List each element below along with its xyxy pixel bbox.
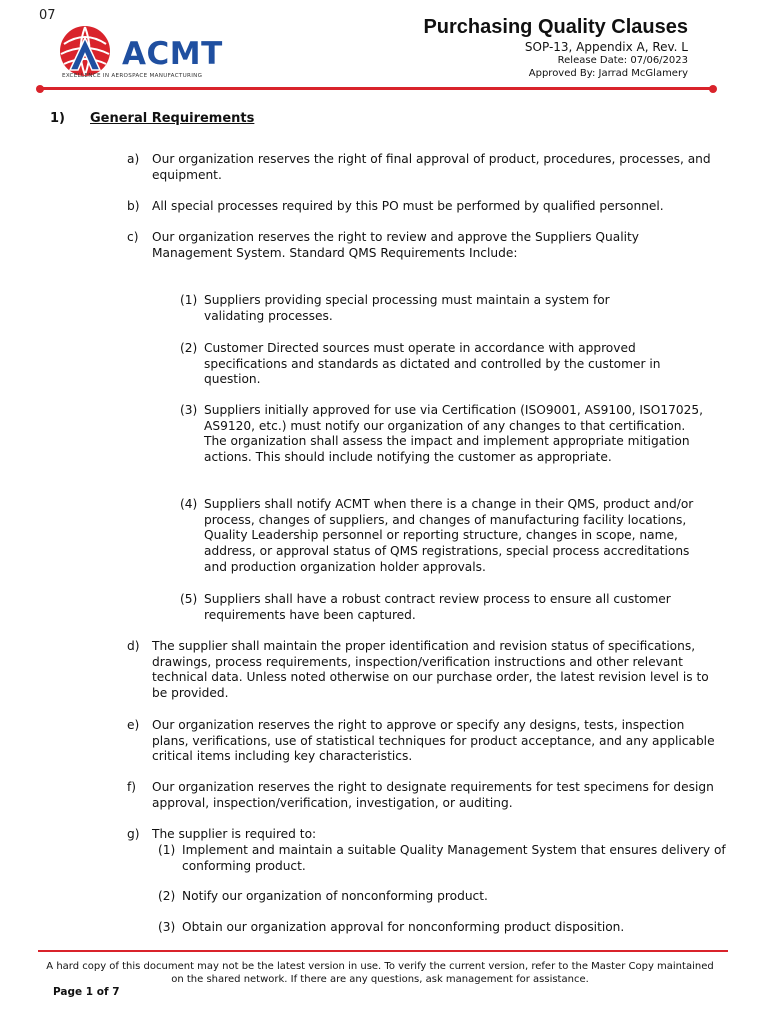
- item-label: (5): [180, 592, 198, 606]
- item-text: Obtain our organization approval for nonconforming product disposition.: [182, 920, 625, 934]
- item-text: Suppliers shall have a robust contract review process to ensure all customer requirements have been captured.: [204, 592, 671, 622]
- divider-endcap-left: [36, 85, 44, 93]
- item-text: The supplier shall maintain the proper identification and revision status of specifications, drawings, process requirements, inspection/verification instructions and other relevant technical data. Unless noted otherwise on our purchase order, the latest revision level is to be provided.: [152, 639, 709, 701]
- item-text: Our organization reserves the right to designate requirements for test specimens for design approval, inspection/verification, investigation, or auditing.: [152, 780, 714, 810]
- item-label: (1): [180, 293, 198, 307]
- footer-divider: [38, 950, 728, 952]
- page-number: Page 1 of 7: [53, 986, 120, 998]
- item-label: (2): [158, 889, 176, 903]
- item-label: d): [127, 639, 140, 653]
- item-text: Notify our organization of nonconforming product.: [182, 889, 488, 903]
- item-label: e): [127, 718, 140, 732]
- logo-tagline: EXCELLENCE IN AEROSPACE MANUFACTURING: [62, 73, 203, 79]
- approved-by: Approved By: Jarrad McGlamery: [528, 68, 688, 79]
- item-text: Suppliers shall notify ACMT when there is a change in their QMS, product and/or process, changes of suppliers, and changes of manufacturing facility locations, Quality Leadership personnel or reporting structure, changes in scope, name, address, or approval status of QMS registrations, special process accreditations and production organization holder approvals.: [204, 497, 694, 574]
- item-label: (2): [180, 341, 198, 355]
- document-sop-number: SOP-13, Appendix A, Rev. L: [524, 40, 688, 54]
- item-label: g): [127, 827, 140, 841]
- item-label: (3): [158, 920, 176, 934]
- section-number: 1): [50, 111, 65, 126]
- document-title: Purchasing Quality Clauses: [423, 16, 688, 38]
- header-divider: [40, 87, 716, 90]
- item-label: b): [127, 199, 140, 213]
- item-text: Suppliers initially approved for use via Certification (ISO9001, AS9100, ISO17025, AS9120, etc.) must notify our organization of any changes to that certification. The organization shall assess the impact and implement appropriate mitigation actions. This should include notifying the customer as appropriate.: [204, 403, 704, 465]
- item-label: f): [127, 780, 137, 794]
- item-text: The supplier is required to:: [152, 827, 317, 841]
- logo-wordmark: ACMT: [122, 36, 223, 72]
- item-label: a): [127, 152, 140, 166]
- item-text: All special processes required by this PO must be performed by qualified personnel.: [152, 199, 664, 213]
- item-text: Our organization reserves the right to review and approve the Suppliers Quality Management System. Standard QMS Requirements Include:: [152, 230, 639, 260]
- acmt-logo: [56, 24, 256, 82]
- item-label: (4): [180, 497, 198, 511]
- corner-mark: 07: [39, 8, 56, 23]
- item-label: (1): [158, 843, 176, 857]
- section-title: General Requirements: [90, 111, 255, 126]
- item-label: c): [127, 230, 139, 244]
- item-label: (3): [180, 403, 198, 417]
- divider-endcap-right: [709, 85, 717, 93]
- item-text: Implement and maintain a suitable Quality Management System that ensures delivery of conforming product.: [182, 843, 726, 873]
- item-text: Our organization reserves the right to approve or specify any designs, tests, inspection plans, verifications, use of statistical techniques for product acceptance, and any applicable critical items including key characteristics.: [152, 718, 715, 764]
- item-text: Customer Directed sources must operate in accordance with approved specifications and standards as dictated and controlled by the customer in question.: [204, 341, 661, 387]
- item-text: Suppliers providing special processing must maintain a system for validating processes.: [204, 293, 610, 323]
- release-date: Release Date: 07/06/2023: [557, 55, 688, 66]
- item-text: Our organization reserves the right of final approval of product, procedures, processes, and equipment.: [152, 152, 711, 182]
- footer-notice: A hard copy of this document may not be the latest version in use. To verify the current version, refer to the Master Copy maintained on the shared network. If there are any questions, ask management for assistance.: [46, 961, 714, 985]
